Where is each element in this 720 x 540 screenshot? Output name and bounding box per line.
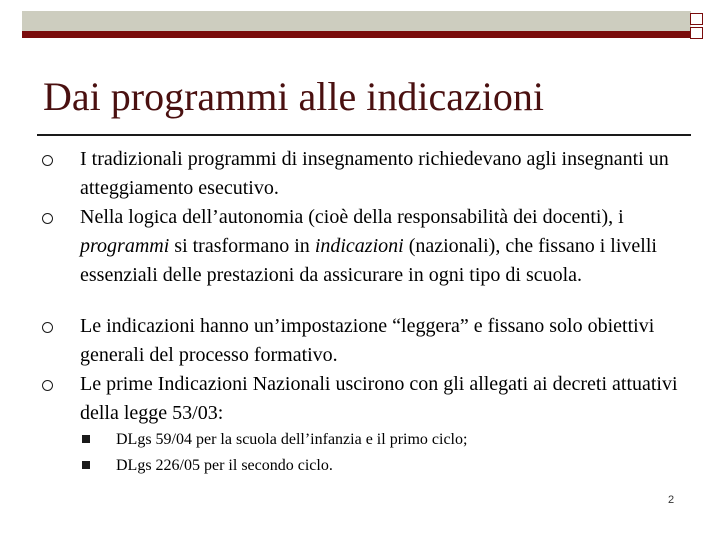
corner-square-lower — [690, 27, 703, 39]
bullet-text: Le indicazioni hanno un’impostazione “leggera” e fissano solo obiettivi generali del processo formativo. — [80, 315, 655, 366]
emphasis-indicazioni: indicazioni — [314, 235, 404, 257]
page-number: 2 — [668, 494, 675, 506]
sub-bullet-text: DLgs 226/05 per il secondo ciclo. — [116, 457, 333, 474]
header-bar-gray — [22, 11, 691, 31]
hollow-circle-bullet-icon — [42, 322, 53, 333]
bullet-text: Le prime Indicazioni Nazionali uscirono con gli allegati ai decreti attuativi della legge 53/03: — [80, 373, 678, 424]
hollow-circle-bullet-icon — [42, 213, 53, 224]
square-bullet-icon — [82, 435, 90, 443]
header-bar-red — [22, 31, 691, 38]
bullet-text: I tradizionali programmi di insegnamento richiedevano agli insegnanti un atteggiamento esecutivo. — [80, 148, 669, 199]
sub-bullet-text: DLgs 59/04 per la scuola dell’infanzia e il primo ciclo; — [116, 431, 468, 448]
title-divider — [37, 134, 691, 136]
emphasis-programmi: programmi — [80, 235, 170, 257]
text-segment: Nella logica dell’autonomia (cioè della responsabilità dei docenti), i — [80, 206, 624, 228]
square-bullet-icon — [82, 461, 90, 469]
hollow-circle-bullet-icon — [42, 380, 53, 391]
bullet-text — [80, 203, 680, 290]
corner-square-upper — [690, 13, 703, 25]
slide-title: Dai programmi alle indicazioni — [43, 74, 544, 119]
hollow-circle-bullet-icon — [42, 155, 53, 166]
text-segment: (nazionali), che fissano i livelli essenziali delle prestazioni da assicurare in ogni tipo di scuola. — [80, 235, 657, 286]
text-segment: si trasformano in — [169, 235, 315, 257]
